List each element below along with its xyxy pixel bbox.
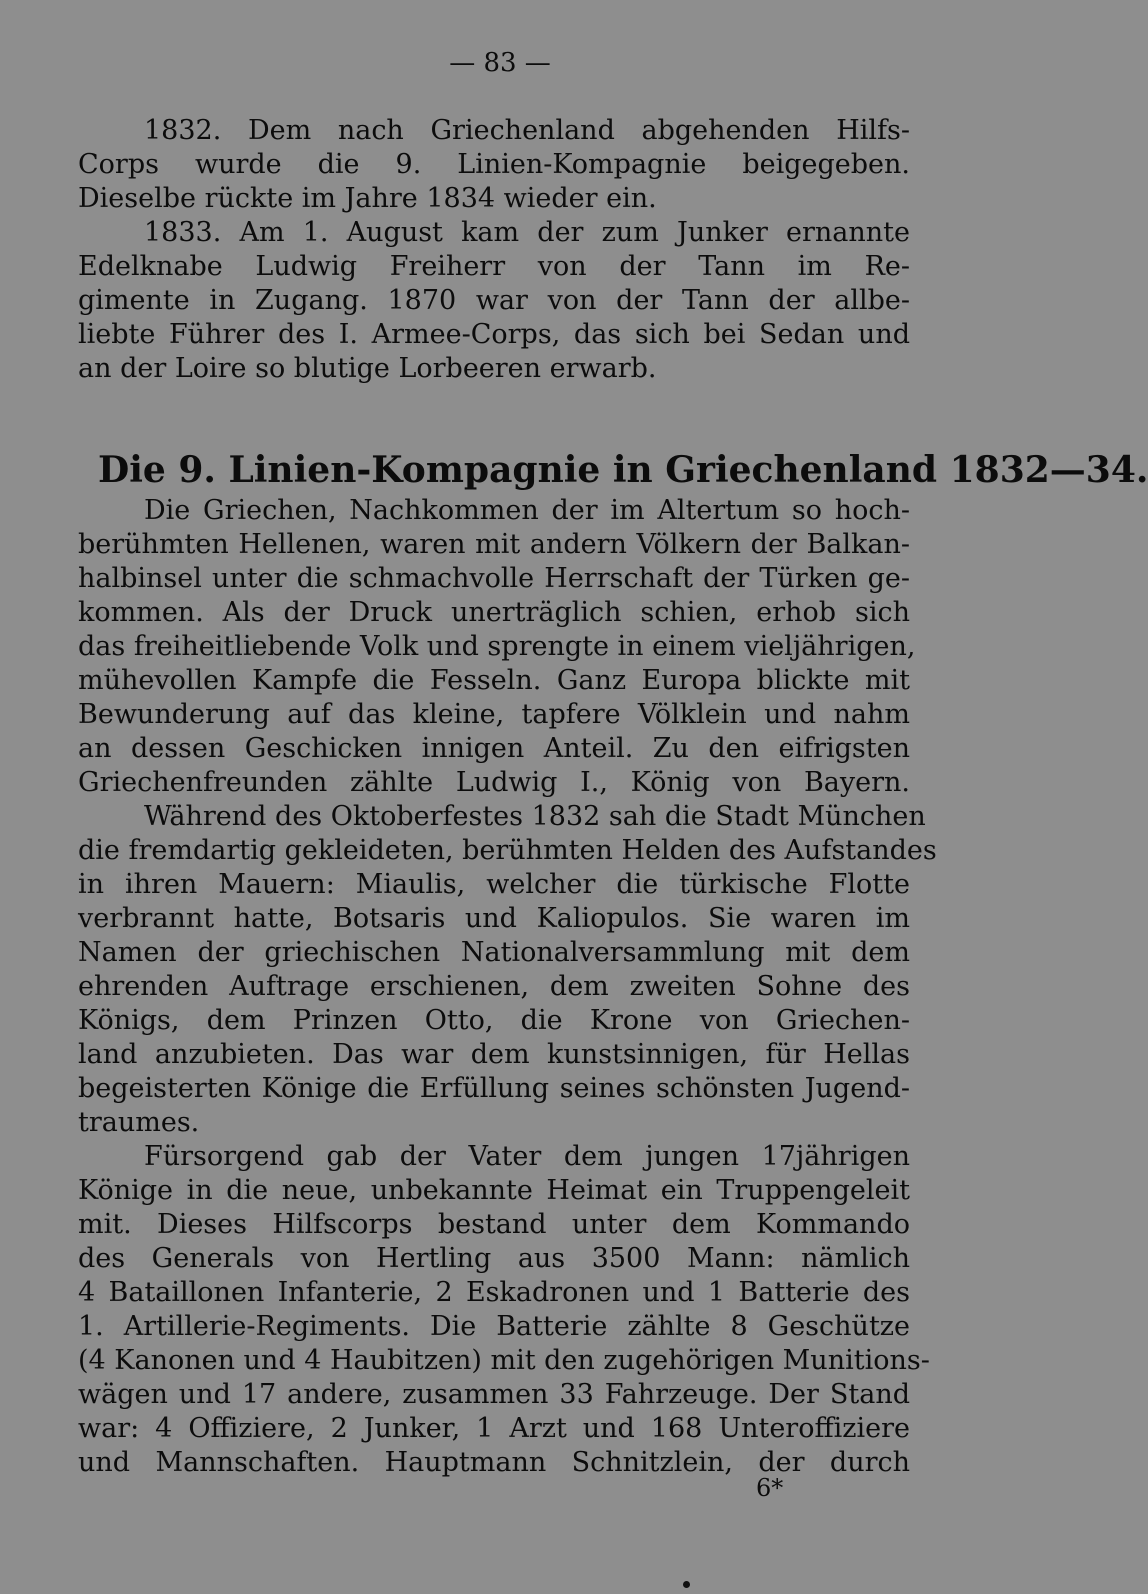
text-line: Bewunderung auf das kleine, tapfere Völklein und nahm [78, 699, 910, 730]
text-line: berühmten Hellenen, waren mit andern Völkern der Balkan- [78, 529, 910, 560]
text-line: Dieselbe rückte im Jahre 1834 wieder ein. [78, 183, 657, 214]
text-line: mühevollen Kampfe die Fesseln. Ganz Europa blickte mit [78, 665, 910, 696]
text-line: Die Griechen, Nachkommen der im Altertum so hoch- [144, 495, 910, 526]
text-line: halbinsel unter die schmachvolle Herrschaft der Türken ge- [78, 563, 910, 594]
text-line: war: 4 Offiziere, 2 Junker, 1 Arzt und 168 Unteroffiziere [78, 1413, 910, 1444]
text-line: (4 Kanonen und 4 Haubitzen) mit den zugehörigen Munitions- [78, 1345, 930, 1376]
text-line: das freiheitliebende Volk und sprengte in einem vieljährigen, [78, 631, 916, 662]
text-line: kommen. Als der Druck unerträglich schien, erhob sich [78, 597, 910, 628]
text-line: Griechenfreunden zählte Ludwig I., König von Bayern. [78, 767, 910, 798]
text-line: verbrannt hatte, Botsaris und Kaliopulos. Sie waren im [78, 903, 910, 934]
text-line: Corps wurde die 9. Linien-Kompagnie beigegeben. [78, 149, 910, 180]
text-line: des Generals von Hertling aus 3500 Mann: nämlich [78, 1243, 910, 1274]
text-line: 4 Bataillonen Infanterie, 2 Eskadronen und 1 Batterie des [78, 1277, 910, 1308]
text-line: gimente in Zugang. 1870 war von der Tann der allbe- [78, 285, 910, 316]
text-line: an der Loire so blutige Lorbeeren erwarb. [78, 353, 657, 384]
section-heading: Die 9. Linien-Kompagnie in Griechenland 1832—34. [98, 449, 1148, 491]
text-line: begeisterten Könige die Erfüllung seines schönsten Jugend- [78, 1073, 910, 1104]
text-line: traumes. [78, 1107, 200, 1138]
text-line: wägen und 17 andere, zusammen 33 Fahrzeuge. Der Stand [78, 1379, 910, 1410]
text-line: 1833. Am 1. August kam der zum Junker ernannte [144, 217, 910, 248]
text-line: die fremdartig gekleideten, berühmten Helden des Aufstandes [78, 835, 937, 866]
text-line: in ihren Mauern: Miaulis, welcher die türkische Flotte [78, 869, 910, 900]
text-line: liebte Führer des I. Armee-Corps, das sich bei Sedan und [78, 319, 910, 350]
text-line: Namen der griechischen Nationalversammlung mit dem [78, 937, 910, 968]
text-line: land anzubieten. Das war dem kunstsinnigen, für Hellas [78, 1039, 910, 1070]
text-line: mit. Dieses Hilfscorps bestand unter dem Kommando [78, 1209, 910, 1240]
text-line: Edelknabe Ludwig Freiherr von der Tann im Re- [78, 251, 910, 282]
text-line: an dessen Geschicken innigen Anteil. Zu den eifrigsten [78, 733, 910, 764]
text-line: 1. Artillerie-Regiments. Die Batterie zählte 8 Geschütze [78, 1311, 910, 1342]
text-line: Königs, dem Prinzen Otto, die Krone von Griechen- [78, 1005, 910, 1036]
text-line: Könige in die neue, unbekannte Heimat ein Truppengeleit [78, 1175, 910, 1206]
signature-mark: 6* [756, 1474, 784, 1502]
text-line: 1832. Dem nach Griechenland abgehenden Hilfs- [144, 115, 910, 146]
text-line: Während des Oktoberfestes 1832 sah die Stadt München [144, 801, 926, 832]
text-line: und Mannschaften. Hauptmann Schnitzlein, der durch [78, 1447, 910, 1478]
text-line: Fürsorgend gab der Vater dem jungen 17jährigen [144, 1141, 910, 1172]
text-line: ehrenden Auftrage erschienen, dem zweiten Sohne des [78, 971, 910, 1002]
ink-speck [683, 1581, 690, 1588]
page-number: — 83 — [449, 48, 551, 78]
